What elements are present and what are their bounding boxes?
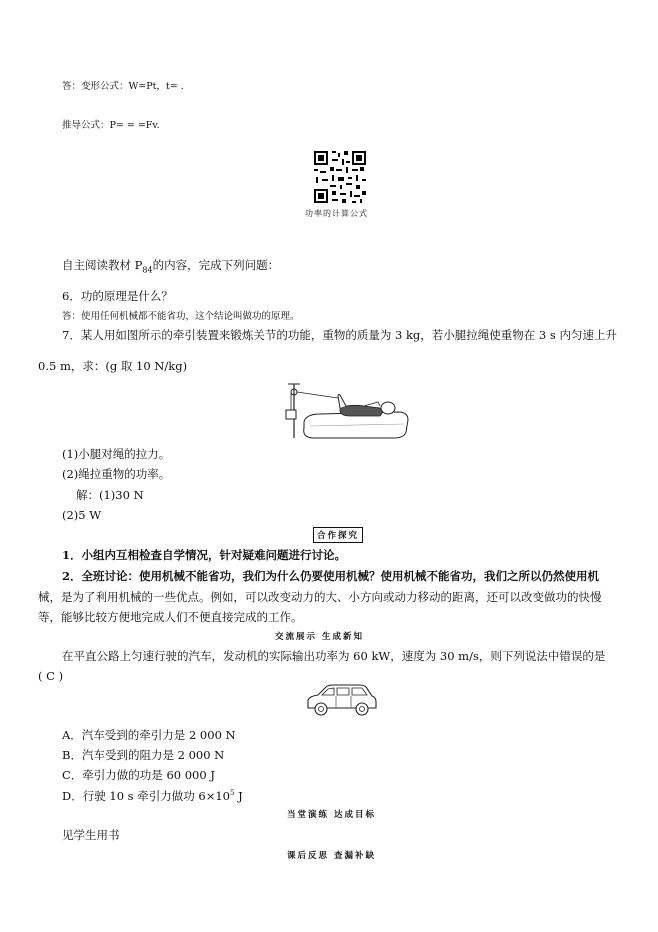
self-study-instruction (62, 257, 279, 274)
self-study-text: 自主阅读教材 P (62, 258, 143, 272)
question-7-line-2: 0.5 m，求：(g 取 10 N/kg) (38, 359, 188, 373)
question-7-line-1: 7．某人用如图所示的牵引装置来锻炼关节的功能，重物的质量为 3 kg，若小腿拉绳使重物在 3 s 内匀速上升 (62, 328, 617, 342)
section-cooperative-inquiry: 合作探究 (313, 527, 363, 543)
option-d-text: D．行驶 10 s 牵引力做功 6×10 (62, 789, 230, 803)
qr-caption: 功率的计算公式 (305, 209, 368, 218)
self-study-tail: 的内容，完成下列问题： (152, 258, 280, 272)
car-question-line-2: ( C ) (38, 669, 64, 683)
car-question-line-1: 在平直公路上匀速行驶的汽车，发动机的实际输出功率为 60 kW，速度为 30 m/s，则下列说法中错误的是 (62, 649, 606, 663)
question-7-sub-2: (2)绳拉重物的功率。 (62, 467, 171, 481)
coop-item-2-line-3: 等，能够比较方便地完成人们不便直接完成的工作。 (38, 610, 303, 624)
coop-item-2-line-1: 2．全班讨论：使用机械不能省功，我们为什么仍要使用机械？使用机械不能省功，我们之所以仍然使用机 (62, 569, 599, 583)
section-after-class-reflection: 课后反思 查漏补缺 (287, 851, 376, 861)
answer-transform-formula: 答：变形公式：W=Pt，t= . (62, 81, 184, 92)
derive-formula: 推导公式：P= = =Fv. (62, 120, 160, 131)
option-a: A．汽车受到的牵引力是 2 000 N (62, 728, 236, 742)
question-7-answer-2: (2)5 W (62, 508, 102, 522)
question-7-answer-1: 解：(1)30 N (76, 488, 144, 502)
question-6: 6．功的原理是什么？ (62, 289, 173, 303)
self-study-page: 84 (142, 265, 153, 275)
coop-item-2-line-2: 械，是为了利用机械的一些优点。例如，可以改变动力的大、小方向或动力移动的距离，还可以改变做功的快慢 (38, 590, 602, 604)
option-b: B．汽车受到的阻力是 2 000 N (62, 748, 225, 762)
car-illustration (304, 682, 378, 718)
section-exchange-display: 交流展示 生成新知 (275, 632, 364, 642)
question-6-answer: 答：使用任何机械都不能省功，这个结论叫做功的原理。 (62, 311, 300, 322)
qr-code-icon (312, 149, 368, 205)
question-7-sub-1: (1)小腿对绳的拉力。 (62, 447, 171, 461)
option-d-exponent: 5 (229, 789, 235, 798)
option-d-unit: J (234, 789, 243, 803)
option-c: C．牵引力做的功是 60 000 J (62, 768, 215, 782)
section-in-class-practice: 当堂演练 达成目标 (287, 810, 376, 820)
student-book-note: 见学生用书 (62, 828, 120, 842)
pulley-exercise-illustration (280, 382, 412, 440)
coop-item-1: 1．小组内互相检查自学情况，针对疑难问题进行讨论。 (62, 548, 346, 562)
option-d (62, 788, 243, 804)
